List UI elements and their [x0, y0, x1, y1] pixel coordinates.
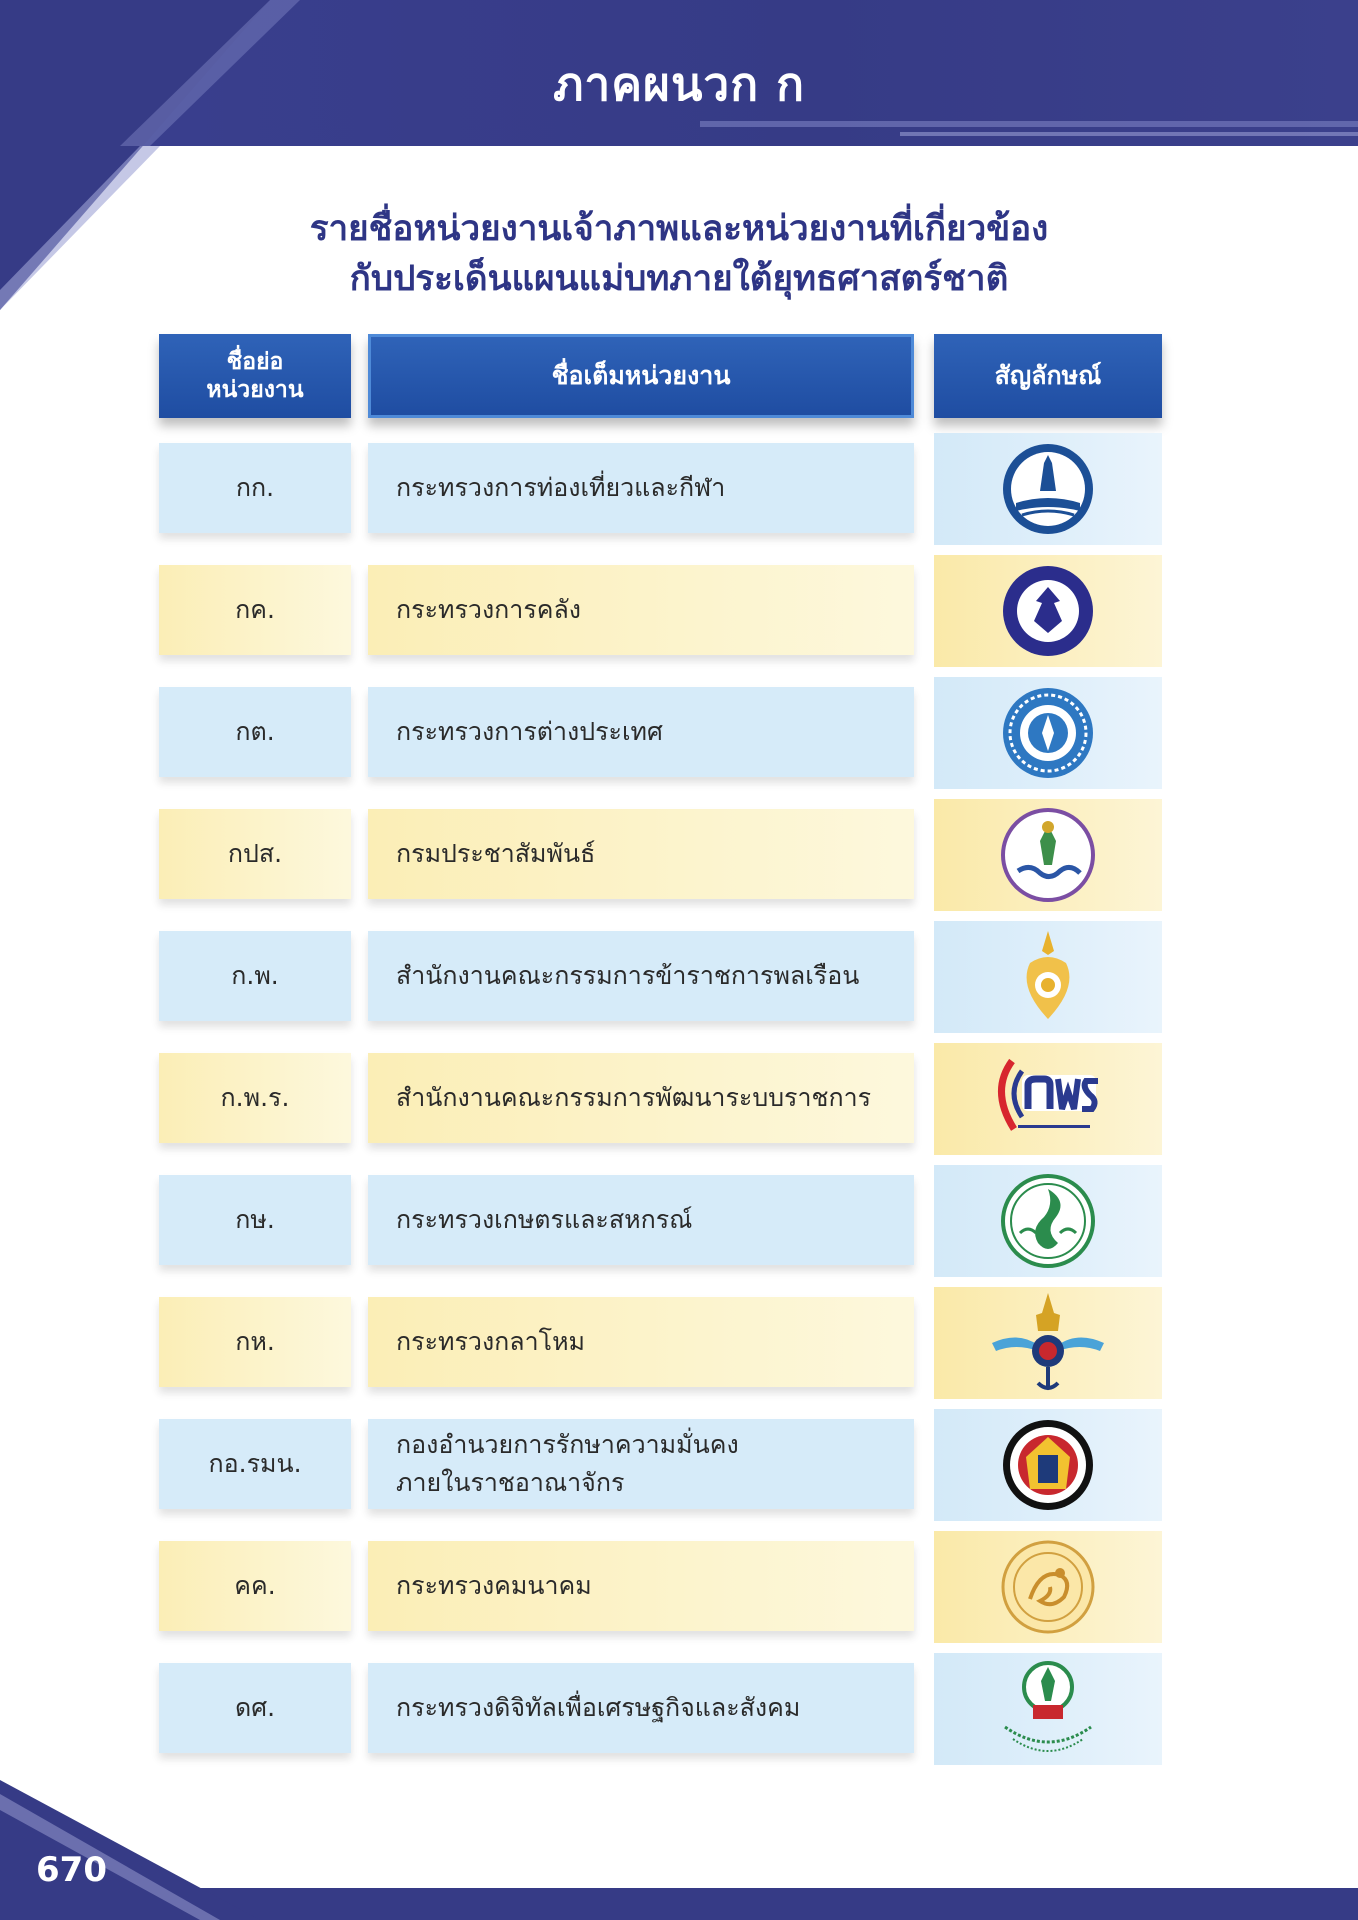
table-row [0, 433, 1358, 555]
fullname-cell [368, 1175, 914, 1265]
ocsc-seal-icon [934, 921, 1162, 1033]
section-title [0, 204, 1358, 304]
fullname-text: กระทรวงการต่างประเทศ [396, 717, 663, 746]
table-row [0, 1653, 1358, 1775]
digital-economy-ministry-seal-icon [934, 1653, 1162, 1765]
agriculture-ministry-seal-icon [934, 1165, 1162, 1277]
defence-ministry-emblem-icon [934, 1287, 1162, 1399]
fullname-cell [368, 1419, 914, 1509]
header-stripe [700, 121, 1358, 127]
fullname-cell [368, 1663, 914, 1753]
abbr-cell: ก.พ. [159, 931, 351, 1021]
section-title-line: กับประเด็นแผนแม่บทภายใต้ยุทธศาสตร์ชาติ [349, 259, 1009, 299]
fullname-text: กระทรวงเกษตรและสหกรณ์ [396, 1205, 693, 1234]
table-row [0, 1043, 1358, 1165]
fullname-text: สำนักงานคณะกรรมการข้าราชการพลเรือน [396, 961, 860, 990]
table-row [0, 1165, 1358, 1287]
fullname-text: กระทรวงการท่องเที่ยวและกีฬา [396, 473, 726, 502]
fullname-text: กองอำนวยการรักษาความมั่นคง [396, 1430, 739, 1459]
fullname-cell [368, 687, 914, 777]
abbr-cell: กค. [159, 565, 351, 655]
tourism-sports-seal-icon [934, 433, 1162, 545]
abbr-cell: คค. [159, 1541, 351, 1631]
abbr-cell: ดศ. [159, 1663, 351, 1753]
isoc-seal-icon [934, 1409, 1162, 1521]
page-title: ภาคผนวก ก [553, 57, 805, 111]
fullname-cell [368, 931, 914, 1021]
fullname-cell [368, 1053, 914, 1143]
abbr-cell: กก. [159, 443, 351, 533]
fullname-text: กระทรวงคมนาคม [396, 1571, 592, 1600]
column-header-label: ชื่อย่อ [226, 349, 284, 375]
column-header-abbr [159, 334, 351, 418]
fullname-cell [368, 1297, 914, 1387]
column-header-label: หน่วยงาน [206, 377, 304, 403]
foreign-affairs-seal-icon [934, 677, 1162, 789]
abbr-cell: กอ.รมน. [159, 1419, 351, 1509]
fullname-text: ภายในราชอาณาจักร [396, 1468, 625, 1497]
table-row [0, 1287, 1358, 1409]
abbr-cell: กปส. [159, 809, 351, 899]
fullname-text: กระทรวงการคลัง [396, 595, 581, 624]
table-row [0, 555, 1358, 677]
table-row [0, 1531, 1358, 1653]
fullname-cell [368, 809, 914, 899]
abbr-cell: กษ. [159, 1175, 351, 1265]
abbr-cell: กต. [159, 687, 351, 777]
opdc-logo-icon [934, 1043, 1162, 1155]
header-stripe [900, 132, 1358, 136]
table-row [0, 1409, 1358, 1531]
fullname-cell [368, 565, 914, 655]
finance-ministry-seal-icon [934, 555, 1162, 667]
public-relations-seal-icon [934, 799, 1162, 911]
table-row [0, 677, 1358, 799]
table-row [0, 921, 1358, 1043]
fullname-text: กรมประชาสัมพันธ์ [396, 839, 596, 868]
fullname-text: กระทรวงดิจิทัลเพื่อเศรษฐกิจและสังคม [396, 1693, 801, 1722]
section-title-line: รายชื่อหน่วยงานเจ้าภาพและหน่วยงานที่เกี่ยวข้อง [309, 209, 1049, 249]
page-number: 670 [36, 1850, 107, 1890]
column-header-fullname: ชื่อเต็มหน่วยงาน [368, 334, 914, 418]
fullname-text: สำนักงานคณะกรรมการพัฒนาระบบราชการ [396, 1083, 872, 1112]
fullname-cell [368, 443, 914, 533]
fullname-text: กระทรวงกลาโหม [396, 1327, 586, 1356]
column-header-logo: สัญลักษณ์ [934, 334, 1162, 418]
table-row [0, 799, 1358, 921]
abbr-cell: ก.พ.ร. [159, 1053, 351, 1143]
transport-ministry-seal-icon [934, 1531, 1162, 1643]
abbr-cell: กห. [159, 1297, 351, 1387]
fullname-cell [368, 1541, 914, 1631]
